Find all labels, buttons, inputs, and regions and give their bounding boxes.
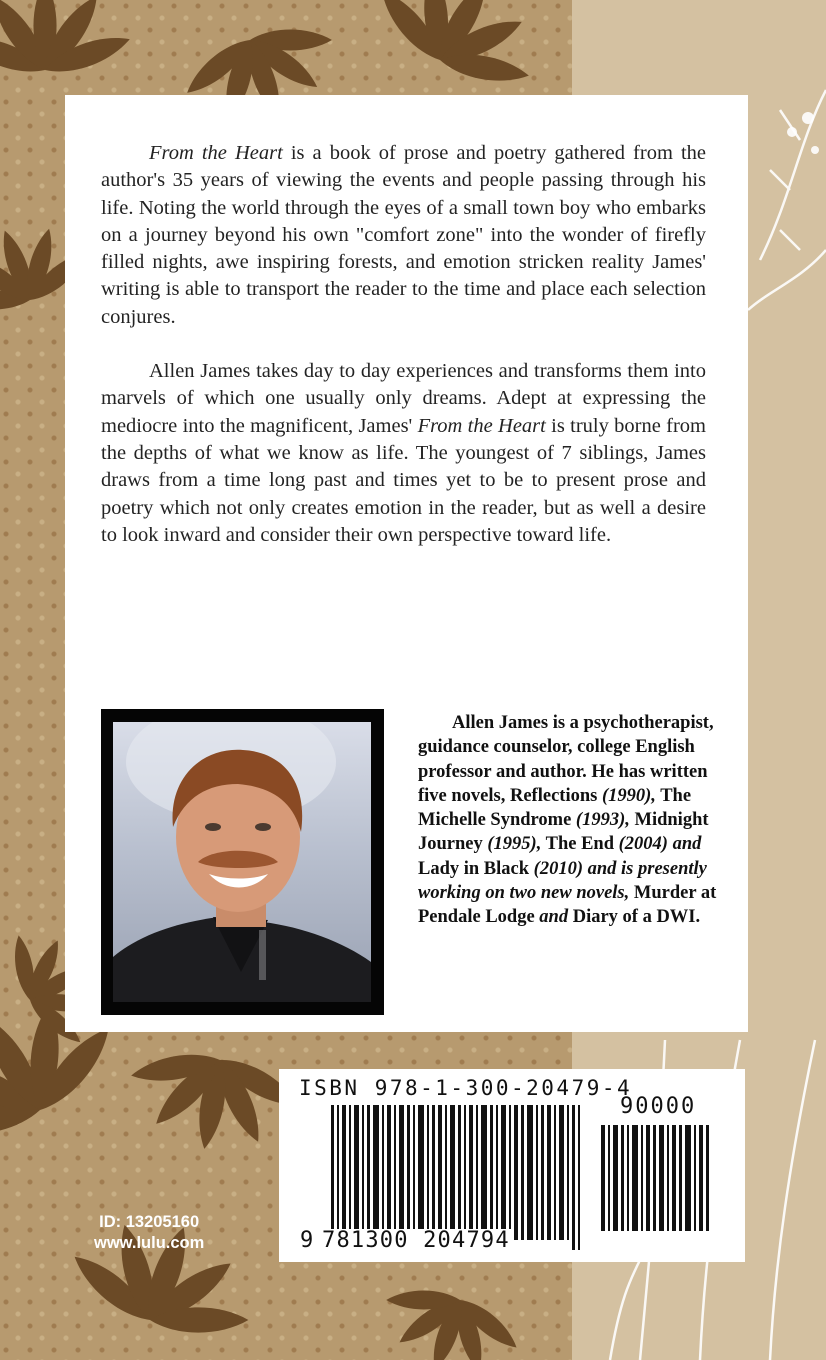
isbn-text: ISBN 978-1-300-20479-4 bbox=[299, 1076, 633, 1100]
book-title-italic: From the Heart bbox=[417, 414, 546, 437]
author-bio: Allen James is a psychotherapist, guidance counselor, college English professor and author. He has written five novels, Reflections (1990), The Michelle Syndrome (1993), Midnight Journey (1995), The End (2004) and Lady in Black (2010) and is presently working on two new novels, Murder at Pendale Lodge and Diary of a DWI. bbox=[418, 713, 717, 928]
publisher-website: www.lulu.com bbox=[94, 1234, 205, 1252]
author-photo-frame bbox=[101, 709, 384, 1015]
barcode-digits: 9 781300 204794 bbox=[300, 1228, 510, 1253]
description-paragraph-1: From the Heart is a book of prose and poetry gathered from the author's 35 years of viewing the events and people passing through his life. Noting the world through the eyes of a small town boy who embarks on a journey beyond his own "comfort zone" into the wonder of firefly filled nights, awe inspiring forests, and emotion stricken reality James' writing is able to transport the reader to the time and place each selection conjures. bbox=[101, 142, 706, 328]
barcode-lead-digit: 9 bbox=[300, 1228, 315, 1253]
price-code: 90000 bbox=[620, 1094, 697, 1119]
publisher-info bbox=[94, 1212, 204, 1254]
author-photo bbox=[113, 722, 371, 1002]
description-paragraph-2: Allen James takes day to day experiences and transforms them into marvels of which one usually only dreams. Adept at expressing the mediocre into the magnificent, James' From the Heart is truly borne from the depths of what we know as life. The youngest of 7 siblings, James draws from a time long past and times yet to be to present prose and poetry which not only creates emotion in the reader, but as well a desire to look inward and consider their own perspective toward life. bbox=[101, 360, 706, 546]
book-title-italic: From the Heart bbox=[149, 142, 283, 164]
publisher-id: ID: 13205160 bbox=[99, 1213, 200, 1231]
book-description bbox=[101, 140, 706, 576]
